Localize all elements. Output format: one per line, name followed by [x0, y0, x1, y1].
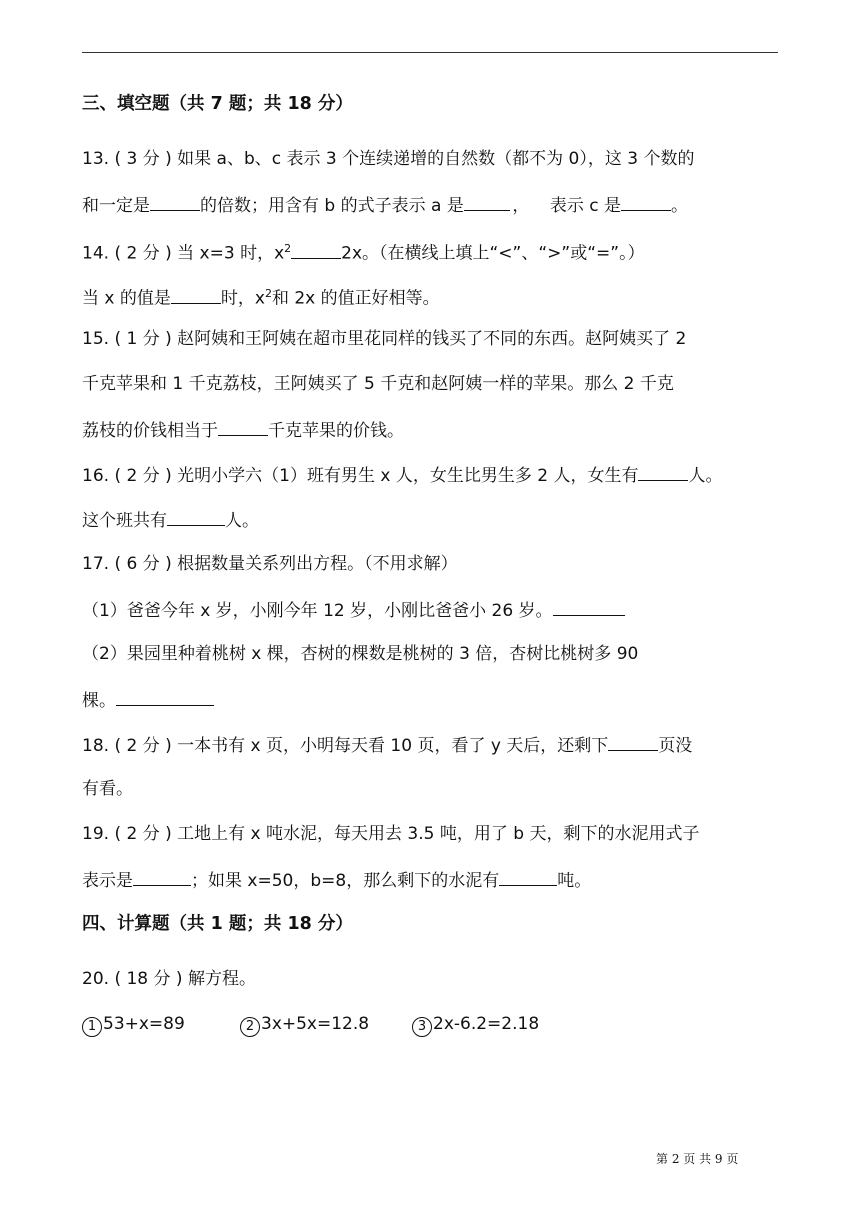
answer-blank[interactable] — [621, 192, 671, 211]
equation-1: 1 53+x=89 — [82, 1012, 185, 1037]
answer-blank[interactable] — [150, 192, 200, 211]
question-13-line-1: 13. ( 3 分 ) 如果 a、b、c 表示 3 个连续递增的自然数（都不为 0），这 3 个数的 — [82, 149, 695, 169]
answer-blank[interactable] — [638, 462, 688, 481]
answer-blank[interactable] — [553, 597, 625, 616]
question-19-line-1: 19. ( 2 分 ) 工地上有 x 吨水泥，每天用去 3.5 吨，用了 b 天，剩下的水泥用式子 — [82, 824, 700, 844]
equation-2: 2 3x+5x=12.8 — [240, 1012, 369, 1037]
answer-blank[interactable] — [464, 192, 510, 211]
question-19-line-2: 表示是 ；如果 x=50，b=8，那么剩下的水泥有 吨。 — [82, 867, 782, 893]
section-heading-fill-in: 三、填空题（共 7 题；共 18 分） — [82, 94, 353, 114]
question-16-line-1: 16. ( 2 分 ) 光明小学六（1）班有男生 x 人，女生比男生多 2 人，女生有 人。 — [82, 462, 782, 488]
answer-blank[interactable] — [171, 285, 221, 304]
answer-blank[interactable] — [133, 867, 191, 886]
question-16-line-2: 这个班共有 人。 — [82, 507, 782, 533]
question-20-line-1: 20. ( 18 分 ) 解方程。 — [82, 969, 256, 989]
answer-blank[interactable] — [116, 687, 214, 706]
circled-number-1: 1 — [82, 1017, 102, 1037]
question-15-line-3: 荔枝的价钱相当于 千克苹果的价钱。 — [82, 417, 782, 443]
question-14-line-2: 当 x 的值是 时，$x^2$和 2x 的值正好相等。 — [82, 282, 782, 311]
equation-3: 3 2x-6.2=2.18 — [412, 1012, 539, 1037]
section-heading-calculation: 四、计算题（共 1 题；共 18 分） — [82, 914, 353, 934]
answer-blank[interactable] — [167, 507, 225, 526]
question-17-line-3: （2）果园里种着桃树 x 棵，杏树的棵数是桃树的 3 倍，杏树比桃树多 90 — [82, 644, 639, 664]
question-18-line-1: 18. ( 2 分 ) 一本书有 x 页，小明每天看 10 页，看了 y 天后，还剩下 页没 — [82, 732, 782, 758]
page-number-footer: 第 2 页 共 9 页 — [656, 1152, 739, 1166]
circled-number-2: 2 — [240, 1017, 260, 1037]
question-17-line-2: （1）爸爸今年 x 岁，小刚今年 12 岁，小刚比爸爸小 26 岁。 — [82, 597, 782, 623]
circled-number-3: 3 — [412, 1017, 432, 1037]
question-15-line-1: 15. ( 1 分 ) 赵阿姨和王阿姨在超市里花同样的钱买了不同的东西。赵阿姨买了 2 — [82, 329, 687, 349]
header-rule — [82, 52, 778, 53]
question-18-line-2: 有看。 — [82, 779, 133, 799]
question-14-line-1: 14. ( 2 分 ) 当 x=3 时，$x^2$ 2x。（在横线上填上“<”、“>”或“=”。） — [82, 237, 782, 266]
answer-blank[interactable] — [608, 732, 658, 751]
answer-blank[interactable] — [291, 240, 341, 259]
answer-blank[interactable] — [218, 417, 268, 436]
question-17-line-1: 17. ( 6 分 ) 根据数量关系列出方程。（不用求解） — [82, 554, 458, 574]
question-17-line-4: 棵。 — [82, 687, 782, 713]
question-15-line-2: 千克苹果和 1 千克荔枝，王阿姨买了 5 千克和赵阿姨一样的苹果。那么 2 千克 — [82, 374, 674, 394]
question-13-line-2: 和一定是 的倍数；用含有 b 的式子表示 a 是 ， 表示 c 是 。 — [82, 192, 782, 218]
answer-blank[interactable] — [499, 867, 557, 886]
